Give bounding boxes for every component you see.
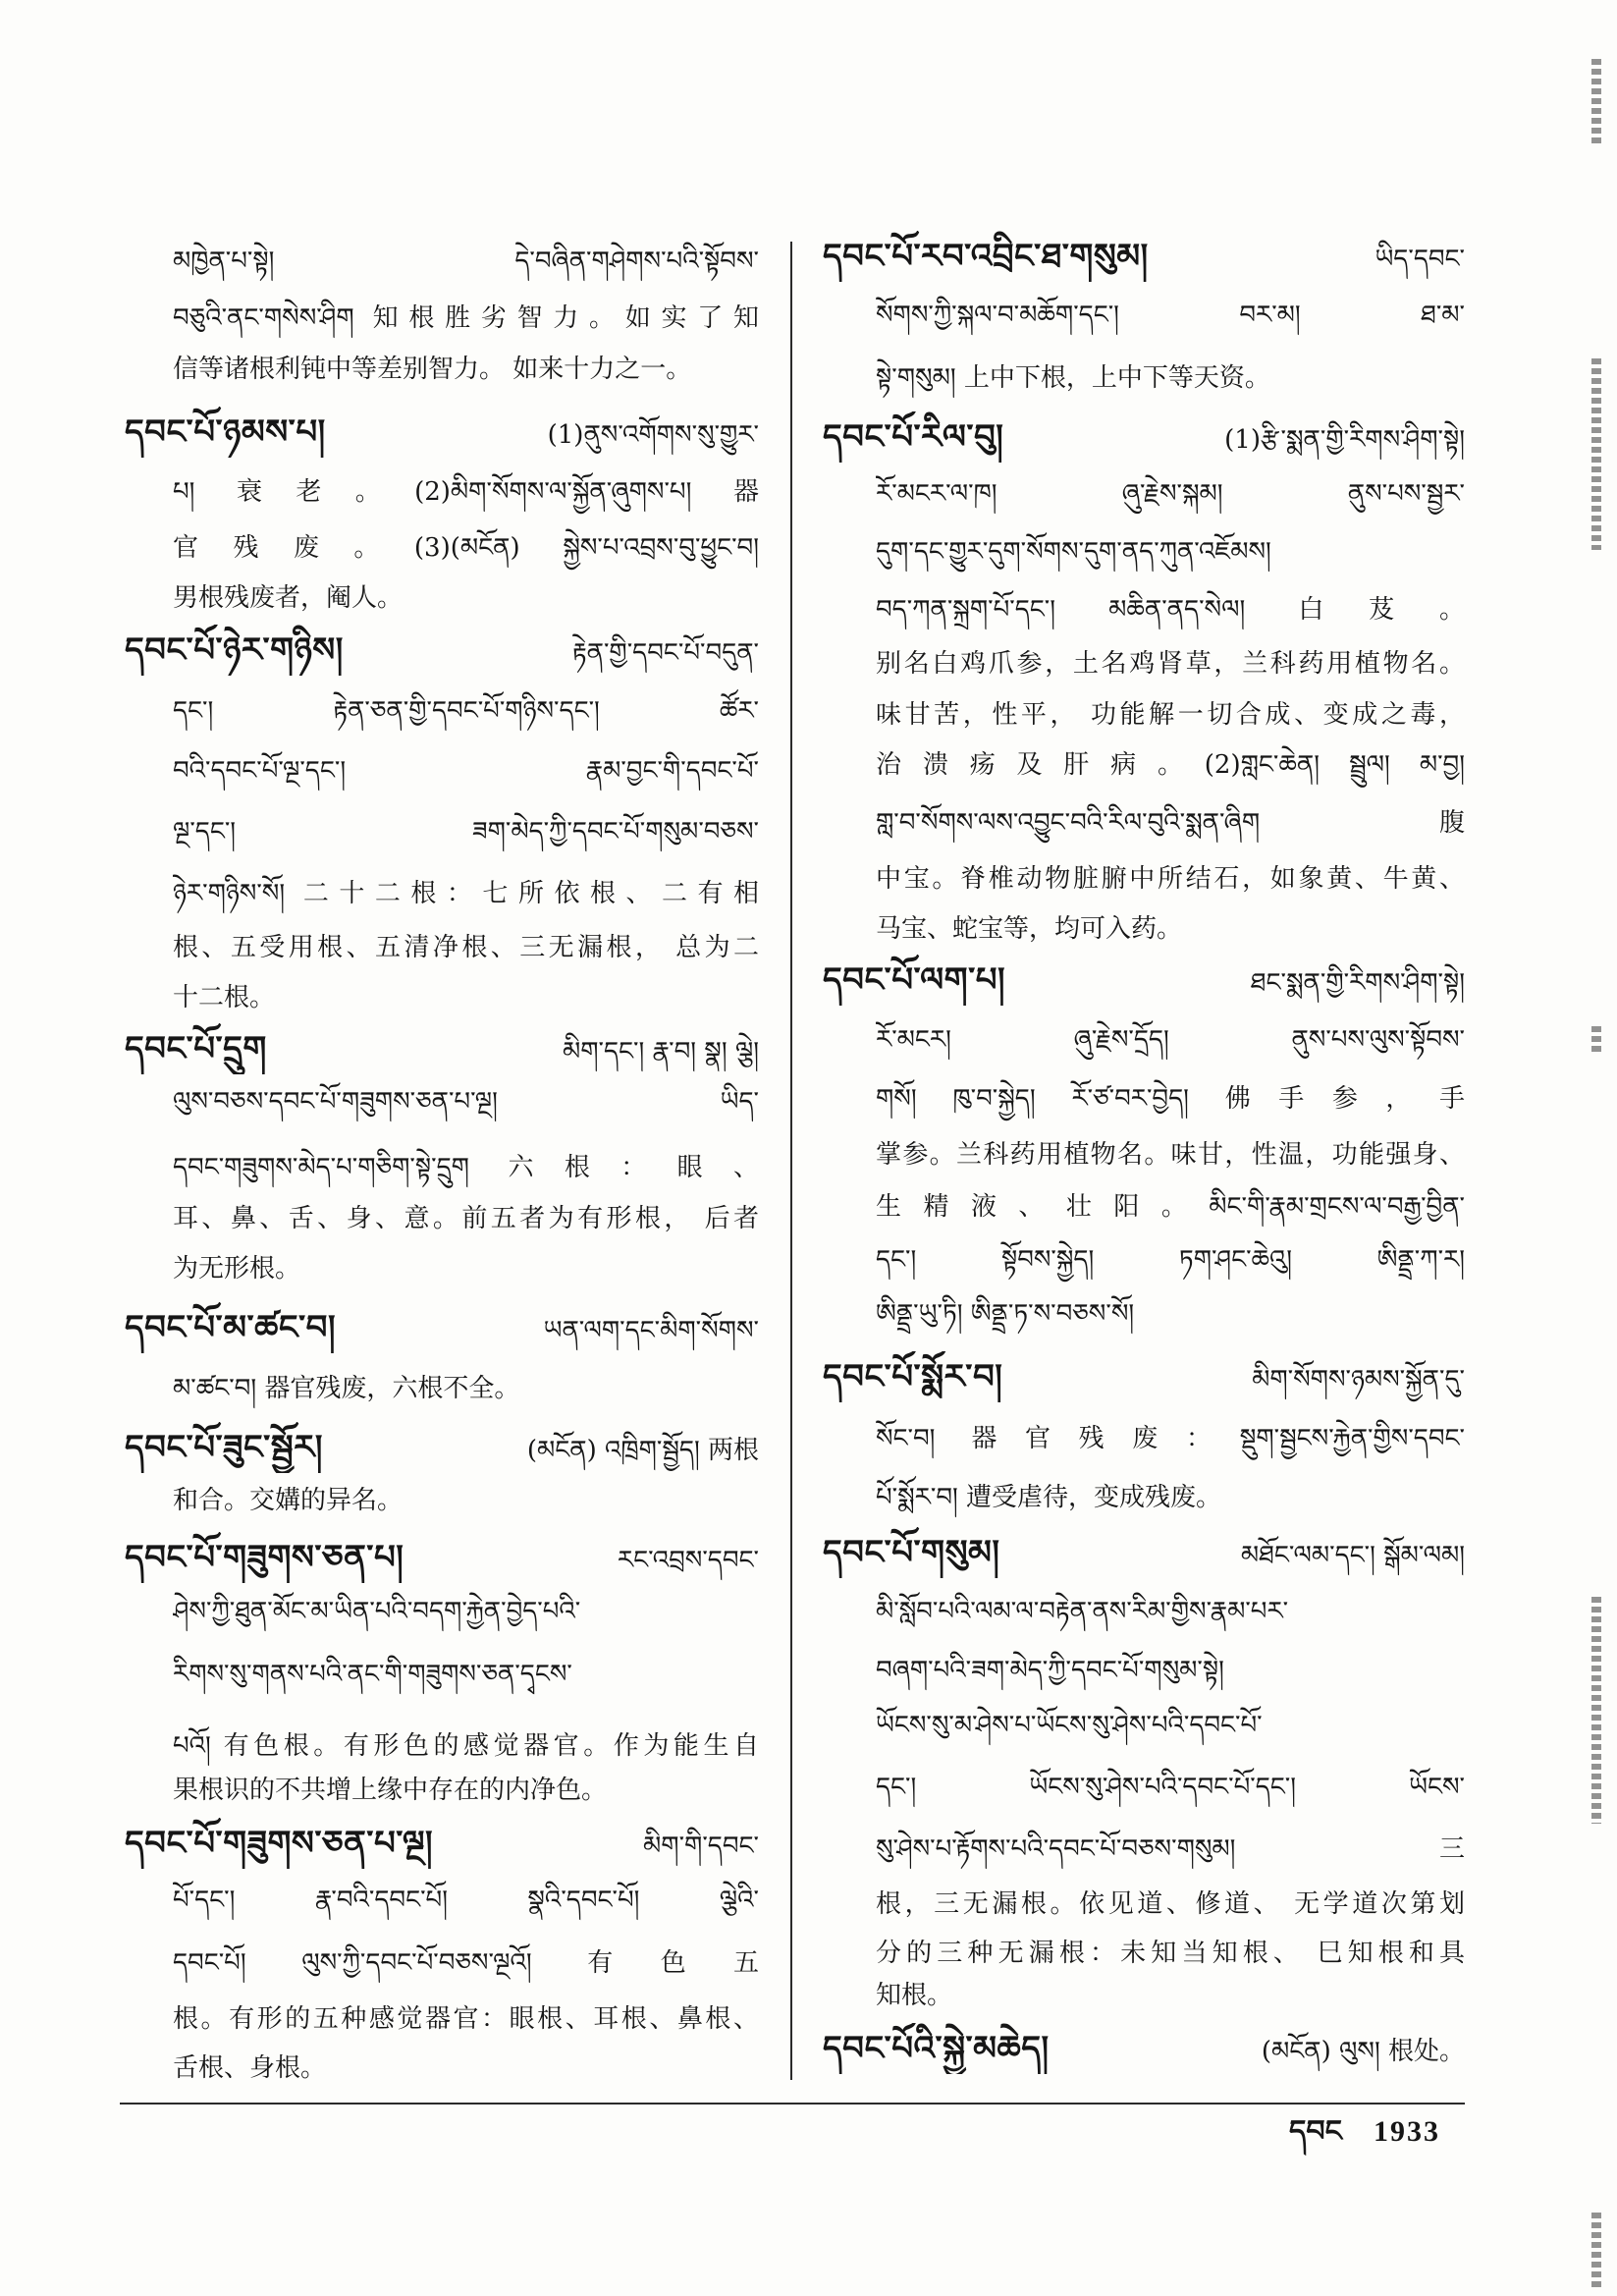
entry-text-line: མཁྱེན་པ་སྟེ། དེ་བཞིན་གཤེགས་པའི་སྟོབས་ <box>173 246 759 276</box>
entry-text-line: ལྔ་དང་། ཟག་མེད་ཀྱི་དབང་པོ་གསུམ་བཅས་ <box>173 817 759 847</box>
entry-text-line: 信等诸根利钝中等差别智力。 如来十力之一。 <box>173 355 692 384</box>
entry-text: མིག་གི་དབང་ <box>643 1831 759 1861</box>
scan-edge-mark <box>1591 1597 1601 1824</box>
entry-text: མིག་དང་། རྣ་བ། སྣ། ལྕེ། <box>562 1037 759 1066</box>
entry-text-line: སོང་བ། 器官残废：སྡུག་སྦྱངས་རྐྱེན་གྱིས་དབང་ <box>876 1424 1465 1453</box>
column-divider <box>790 242 792 2080</box>
entry-headline <box>125 1532 759 1583</box>
entry-text-line: 和合。交媾的异名。 <box>173 1486 404 1515</box>
entry-text: རྟེན་གྱི་དབང་པོ་བདུན་ <box>571 638 759 668</box>
entry-text: རང་འབྲས་དབང་ <box>617 1546 759 1575</box>
entry-text-line: 分的三种无漏根：未知当知根、 巳知根和具 <box>876 1939 1465 1968</box>
entry-headword: དབང་པོ་རིལ་བུ། <box>823 417 1004 457</box>
entry-headline <box>823 2023 1465 2074</box>
entry-text-line: རིགས་སུ་གནས་པའི་ནང་གི་གཟུགས་ཅན་དྭངས་ <box>173 1660 572 1689</box>
entry-text-line: 官残废。(3)(མངོན) སྐྱེས་པ་འབྲས་བུ་ཕྱུང་བ། <box>173 533 759 563</box>
entry-text-line: 耳、鼻、舌、身、意。前五者为有形根， 后者 <box>173 1204 759 1233</box>
entry-headline <box>823 231 1465 282</box>
entry-text: (1)ནུས་འགོགས་སུ་གྱུར་ <box>547 420 759 450</box>
entry-text: མཐོང་ལམ་དང་། སྒོམ་ལམ། <box>1240 1541 1465 1570</box>
entry-text-line: 知根。 <box>876 1981 953 2010</box>
entry-text: མིག་སོགས་ཉམས་སྐྱོན་དུ་ <box>1252 1365 1465 1394</box>
entry-headword: དབང་པོའི་སྐྱེ་མཆེད། <box>823 2029 1050 2068</box>
entry-headline <box>125 1422 759 1473</box>
entry-text-line: གསོ། ཁུ་བ་སྐྱེད། རོ་ཙ་བར་བྱེད། 佛手参，手 <box>876 1084 1465 1114</box>
entry-text-line: ཡོངས་སུ་མ་ཤེས་པ་ཡོངས་སུ་ཤེས་པའི་དབང་པོ་ <box>876 1711 1263 1740</box>
entry-headline <box>823 411 1465 463</box>
entry-text-line: 马宝、蛇宝等，均可入药。 <box>876 914 1183 944</box>
entry-text-line: གླ་བ་སོགས་ལས་འབྱུང་བའི་རིལ་བུའི་སྨན་ཞིག 腹 <box>876 808 1465 838</box>
entry-text-line: ལུས་བཅས་དབང་པོ་གཟུགས་ཅན་པ་ལྔ། ཡིད་ <box>173 1087 759 1117</box>
entry-text-line: 男根残废者，阉人。 <box>173 583 404 613</box>
entry-headword: དབང་པོ་ཉམས་པ། <box>125 412 326 452</box>
entry-text-line: 根、五受用根、五清净根、三无漏根， 总为二 <box>173 933 759 962</box>
entry-text-line: དང་། སྟོབས་སྐྱེད། ཏག་ཤང་ཆེའུ། ཨིནྡྲ་ཀ་ར། <box>876 1245 1465 1275</box>
entry-text-line: 根，三无漏根。依见道、修道、 无学道次第划 <box>876 1889 1465 1919</box>
entry-text-line: ཤེས་ཀྱི་ཐུན་མོང་མ་ཡིན་པའི་བདག་རྐྱེན་བྱེད་པའི་ <box>173 1597 581 1626</box>
entry-text-line: 味甘苦，性平， 功能解一切合成、变成之毒， <box>876 700 1465 730</box>
entry-headline <box>823 1527 1465 1578</box>
entry-text-line: 十二根。 <box>173 983 276 1012</box>
entry-text-line: དང་། རྟེན་ཅན་གྱི་དབང་པོ་གཉིས་དང་། ཚོར་ <box>173 696 759 726</box>
running-head: དབང <box>1289 2114 1342 2149</box>
page-number: 1933 <box>1374 2115 1440 2148</box>
entry-headword: དབང་པོ་རབ་འབྲིང་ཐ་གསུམ། <box>823 237 1149 276</box>
entry-text: ཡན་ལག་དང་མིག་སོགས་ <box>543 1316 759 1345</box>
entry-text-line: མ་ཚང་བ། 器官残废，六根不全。 <box>173 1374 520 1403</box>
entry-headword: དབང་པོ་སྨོར་བ། <box>823 1357 1003 1396</box>
entry-text-line: དབང་གཟུགས་མེད་པ་གཅིག་སྟེ་དྲུག 六根：眼、 <box>173 1153 759 1182</box>
entry-headword: དབང་པོ་ལག་པ། <box>823 960 1006 1000</box>
entry-headword: དབང་པོ་ཉེར་གཉིས། <box>125 630 344 670</box>
entry-text-line: 别名白鸡爪参，土名鸡肾草，兰科药用植物名。 <box>876 649 1465 679</box>
scan-edge-mark <box>1591 59 1601 147</box>
entry-text-line: ཨིནྡྲ་ཡུ་ཏི། ཨིནྡྲ་ཏ་ས་བཅས་སོ། <box>876 1299 1135 1329</box>
entry-text: ཐང་སྨན་གྱི་རིགས་ཤིག་སྟེ། <box>1250 968 1465 998</box>
entry-text-line: པའོ། 有色根。有形色的感觉器官。作为能生自 <box>173 1731 759 1761</box>
entry-text-line: 舌根、身根。 <box>173 2053 327 2083</box>
entry-headline <box>125 407 759 458</box>
entry-text-line: ཉེར་གཉིས་སོ། 二十二根：七所依根、二有相 <box>173 879 759 908</box>
entry-text-line: པོ་དང་། རྣ་བའི་དབང་པོ། སྣའི་དབང་པོ། ལྕེའི་ <box>173 1886 759 1915</box>
entry-text: (མངོན) འཁྲིག་སྦྱོད། 两根 <box>526 1436 759 1465</box>
entry-text-line: དུག་དང་གྱུར་དུག་སོགས་དུག་ནད་ཀུན་འཇོམས། <box>876 537 1271 567</box>
entry-text: ཡིད་དབང་ <box>1374 245 1465 274</box>
entry-text-line: 掌参。兰科药用植物名。味甘，性温，功能强身、 <box>876 1140 1465 1170</box>
entry-text-line: བད་ཀན་སྐྲག་པོ་དང་། མཆིན་ནད་སེལ། 白芨。 <box>876 595 1465 625</box>
scan-edge-mark <box>1591 358 1601 550</box>
entry-headword: དབང་པོ་མ་ཚང་བ། <box>125 1308 336 1347</box>
entry-headline <box>125 1302 759 1353</box>
entry-text-line: རོ་མངར་ལ་ཁ། ཞུ་རྗེས་སྐམ། ནུས་པས་སྦྱར་ <box>876 479 1465 509</box>
entry-headword: དབང་པོ་གཟུགས་ཅན་པ། <box>125 1538 404 1577</box>
entry-text-line: 生精液、壮阳。མིང་གི་རྣམ་གྲངས་ལ་བརྒྱ་བྱིན་ <box>876 1192 1465 1222</box>
entry-text-line: མི་སློབ་པའི་ལམ་ལ་བརྟེན་ནས་རིམ་གྱིས་རྣམ་པར་ <box>876 1597 1289 1626</box>
entry-text-line: སོགས་ཀྱི་སྐལ་བ་མཆོག་དང་། བར་མ། ཐ་མ་ <box>876 301 1465 330</box>
scan-edge-mark <box>1591 2213 1601 2291</box>
entry-text-line: བཞག་པའི་ཟག་མེད་ཀྱི་དབང་པོ་གསུམ་སྟེ། <box>876 1656 1224 1685</box>
entry-text-line: རོ་མངར། ཞུ་རྗེས་དྲོད། ནུས་པས་ལུས་སྟོབས་ <box>876 1025 1465 1055</box>
entry-headword: དབང་པོ་ཟུང་སྦྱོར། <box>125 1428 323 1467</box>
entry-headword: དབང་པོ་གསུམ། <box>823 1533 1000 1572</box>
entry-text: (མངོན) ལུས། 根处。 <box>1261 2037 1465 2066</box>
entry-text-line: 根。有形的五种感觉器官：眼根、耳根、鼻根、 <box>173 2004 759 2034</box>
scan-edge-mark <box>1591 1026 1601 1056</box>
entry-text-line: སུ་ཤེས་པ་རྟོགས་པའི་དབང་པོ་བཅས་གསུམ། 三 <box>876 1834 1465 1864</box>
entry-text-line: བའི་དབང་པོ་ལྔ་དང་། རྣམ་བྱང་གི་དབང་པོ་ <box>173 756 759 786</box>
entry-headline <box>823 1351 1465 1402</box>
entry-text-line: 为无形根。 <box>173 1254 301 1284</box>
entry-text-line: 治溃疡及肝病。(2)གླང་ཆེན། སྦྲུལ། མ་བྱ། <box>876 750 1465 780</box>
entry-text-line: པོ་སྨོར་བ། 遭受虐待，变成残废。 <box>876 1483 1222 1512</box>
footer-rule <box>120 2103 1465 2105</box>
entry-text-line: དང་། ཡོངས་སུ་ཤེས་པའི་དབང་པོ་དང་། ཡོངས་ <box>876 1773 1465 1802</box>
entry-headword: དབང་པོ་གཟུགས་ཅན་པ་ལྔ། <box>125 1824 434 1863</box>
entry-text: (1)རྩི་སྨན་གྱི་རིགས་ཤིག་སྟེ། <box>1224 425 1465 455</box>
entry-headline <box>125 625 759 676</box>
entry-headline <box>125 1023 759 1074</box>
entry-text-line: 果根识的不共增上缘中存在的内净色。 <box>173 1776 608 1805</box>
entry-text-line: 中宝。脊椎动物脏腑中所结石，如象黄、牛黄、 <box>876 864 1465 894</box>
entry-text-line: བཅུའི་ནང་གསེས་ཤིག 知根胜劣智力。如实了知 <box>173 303 759 333</box>
entry-headline <box>125 1818 759 1869</box>
entry-text-line: པ། 衰老。(2)མིག་སོགས་ལ་སྐྱོན་ཞུགས་པ། 器 <box>173 477 759 507</box>
entry-text-line: དབང་པོ། ལུས་ཀྱི་དབང་པོ་བཅས་ལྔའོ། 有色五 <box>173 1948 759 1978</box>
entry-headword: དབང་པོ་དྲུག <box>125 1029 267 1068</box>
entry-headline <box>823 955 1465 1006</box>
entry-text-line: སྟེ་གསུམ། 上中下根，上中下等天资。 <box>876 363 1270 393</box>
